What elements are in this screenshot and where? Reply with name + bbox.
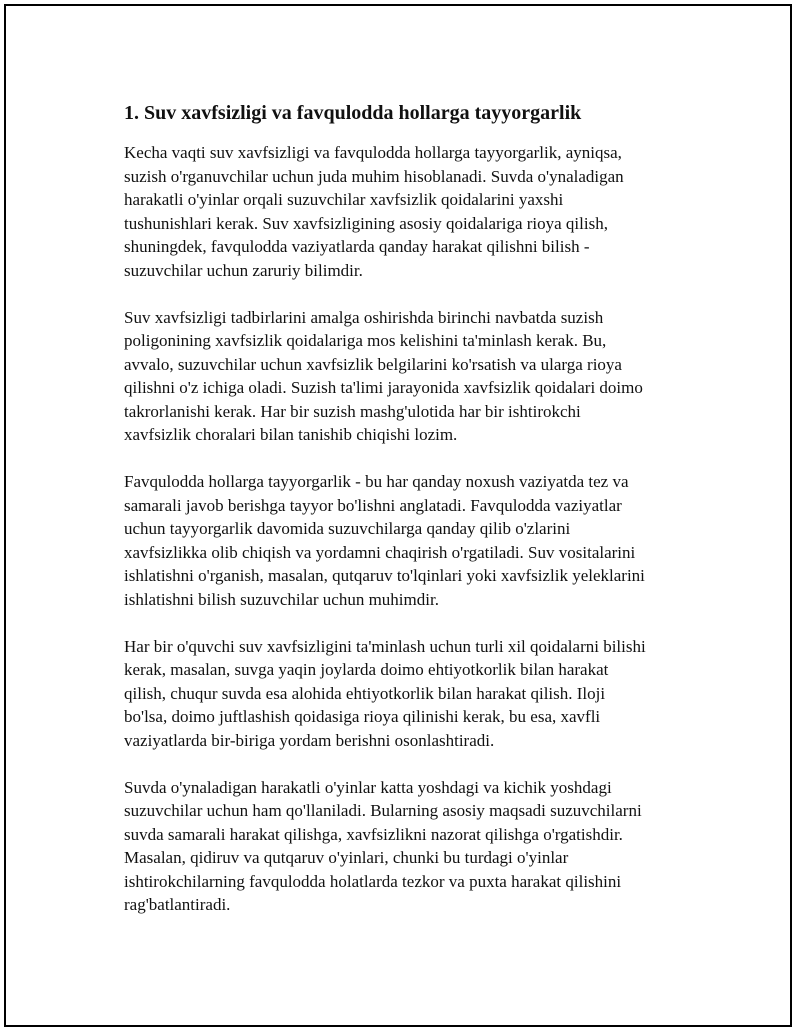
paragraph-line: bo'lsa, doimo juftlashish qoidasiga rioya qilinishi kerak, bu esa, xavfli [124,707,601,726]
paragraph-list [124,141,704,917]
paragraph-line: suzuvchilar uchun ham qo'llaniladi. Bularning asosiy maqsadi suzuvchilarni [124,801,642,820]
paragraph-line: uchun tayyorgarlik davomida suzuvchilarga qanday qilib o'zlarini [124,519,571,538]
paragraph-line: shuningdek, favqulodda vaziyatlarda qanday harakat qilishni bilish - [124,237,590,256]
paragraph-line: xavfsizlikka olib chiqish va yordamni chaqirish o'rgatiladi. Suv vositalarini [124,542,636,562]
paragraph [124,306,704,447]
paragraph-line: avvalo, suzuvchilar uchun xavfsizlik belgilarini ko'rsatish va ularga rioya [124,354,622,374]
paragraph-line: tushunishlari kerak. Suv xavfsizligining asosiy qoidalariga rioya qilish, [124,213,608,233]
paragraph-line: rag'batlantiradi. [124,895,231,914]
paragraph-line: xavfsizlik choralari bilan tanishib chiqishi lozim. [124,425,458,444]
paragraph-line: kerak, masalan, suvga yaqin joylarda doimo ehtiyotkorlik bilan harakat [124,660,609,679]
paragraph-line: Kecha vaqti suv xavfsizligi va favqulodda hollarga tayyorgarlik, ayniqsa, [124,143,622,162]
paragraph-line: harakatli o'yinlar orqali suzuvchilar xavfsizlik qoidalarini yaxshi [124,190,564,209]
paragraph [124,141,704,282]
paragraph-line: suzuvchilar uchun zaruriy bilimdir. [124,260,363,280]
paragraph-line: qilish, chuqur suvda esa alohida ehtiyotkorlik bilan harakat qilish. Iloji [124,683,606,703]
paragraph-line: Har bir o'quvchi suv xavfsizligini ta'minlash uchun turli xil qoidalarni bilishi [124,636,646,656]
paragraph-line: takrorlanishi kerak. Har bir suzish mashg'ulotida har bir ishtirokchi [124,401,581,421]
page-frame [4,4,792,1027]
paragraph-line: ishtirokchilarning favqulodda holatlarda tezkor va puxta harakat qilishini [124,871,622,891]
paragraph-line: samarali javob berishga tayyor bo'lishni anglatadi. Favqulodda vaziyatlar [124,495,622,515]
paragraph-line: poligonining xavfsizlik qoidalariga mos kelishini ta'minlash kerak. Bu, [124,331,607,350]
paragraph-line: suzish o'rganuvchilar uchun juda muhim hisoblanadi. Suvda o'ynaladigan [124,166,624,186]
paragraph-line: suvda samarali harakat qilishga, xavfsizlikni nazorat qilishga o'rgatishdir. [124,824,623,844]
paragraph-line: Suv xavfsizligi tadbirlarini amalga oshirishda birinchi navbatda suzish [124,307,604,327]
paragraph [124,470,704,611]
paragraph-line: Masalan, qidiruv va qutqaruv o'yinlari, chunki bu turdagi o'yinlar [124,848,569,867]
document-title: 1. Suv xavfsizligi va favqulodda hollarga tayyorgarlik [124,102,582,124]
paragraph [124,776,704,917]
paragraph [124,635,704,753]
document-content [124,101,704,940]
paragraph-line: qilishni o'z ichiga oladi. Suzish ta'limi jarayonida xavfsizlik qoidalari doimo [124,378,643,397]
paragraph-line: vaziyatlarda bir-biriga yordam berishni osonlashtiradi. [124,730,495,750]
paragraph-line: ishlatishni bilish suzuvchilar uchun muhimdir. [124,589,439,609]
paragraph-line: Suvda o'ynaladigan harakatli o'yinlar katta yoshdagi va kichik yoshdagi [124,777,612,797]
paragraph-line: Favqulodda hollarga tayyorgarlik - bu har qanday noxush vaziyatda tez va [124,472,629,491]
paragraph-line: ishlatishni o'rganish, masalan, qutqaruv to'lqinlari yoki xavfsizlik yeleklarini [124,566,645,585]
